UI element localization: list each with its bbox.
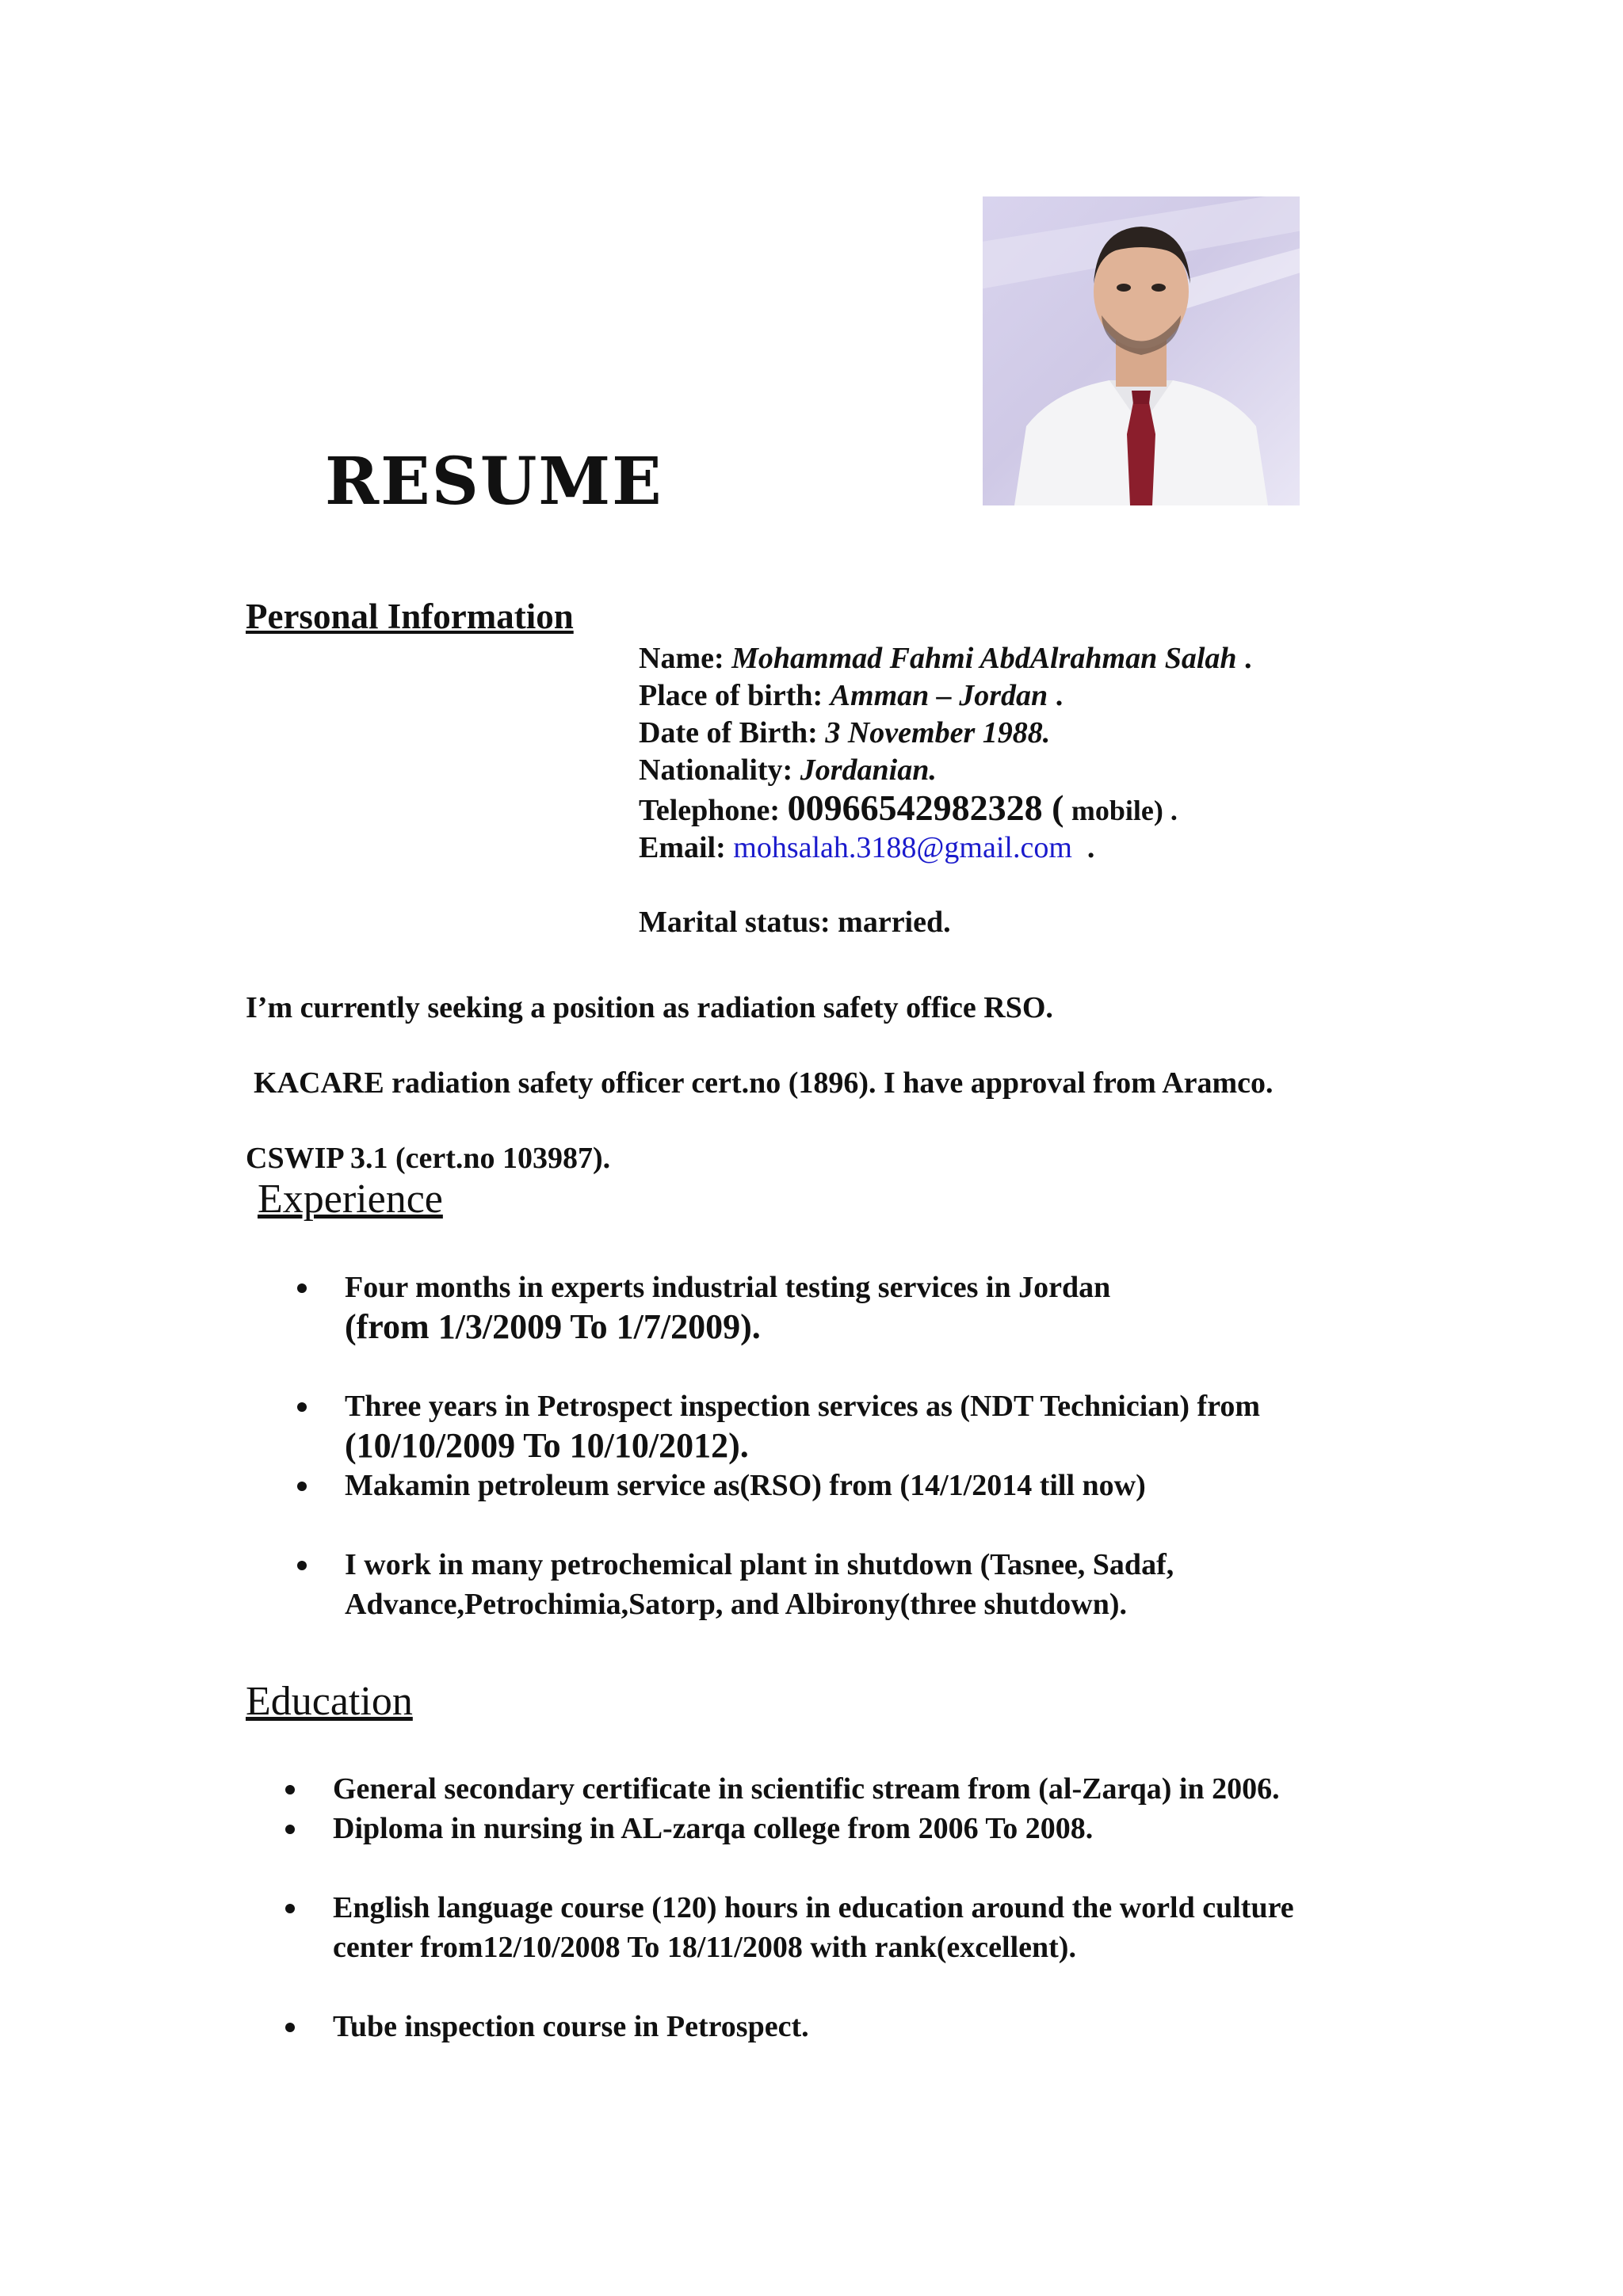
resume-title: RESUME: [325, 444, 663, 520]
nationality-value: Jordanian.: [800, 753, 937, 787]
list-item: Three years in Petrospect inspection services as (NDT Technician) from (10/10/2009 To 10/10/2012).: [345, 1386, 1454, 1466]
nationality-row: [639, 752, 1252, 789]
name-value: Mohammad Fahmi AbdAlrahman Salah: [731, 642, 1237, 675]
name-row: Name: Mohammad Fahmi AbdAlrahman Salah .: [639, 642, 1252, 675]
list-item: General secondary certificate in scientific stream from (al-Zarqa) in 2006.: [333, 1769, 1458, 1809]
telephone-label: Telephone:: [639, 794, 781, 827]
personal-info-heading: Personal Information: [246, 597, 574, 636]
birth-place-label: Place of birth: [639, 679, 813, 712]
dob-label: Date of Birth:: [639, 716, 818, 749]
list-item: Tube inspection course in Petrospect.: [333, 2007, 1458, 2046]
bullet-icon: [285, 1785, 295, 1794]
telephone-value: 00966542982328 (: [787, 788, 1064, 828]
list-item: I work in many petrochemical plant in shutdown (Tasnee, Sadaf, Advance,Petrochimia,Satorp, and Albirony(three shutdown).: [345, 1545, 1454, 1624]
telephone-row: [639, 789, 1252, 830]
personal-info-block: [639, 640, 1252, 941]
kacare-cert-text: KACARE radiation safety officer cert.no (1896). I have approval from Aramco.: [254, 1066, 1274, 1100]
education-heading: Education: [246, 1679, 413, 1724]
list-item: Makamin petroleum service as(RSO) from (14/1/2014 till now): [345, 1466, 1454, 1505]
birth-place-row: Place of birth: Amman – Jordan .: [639, 679, 1064, 712]
person-portrait: [983, 196, 1300, 505]
birth-place-value: Amman – Jordan: [830, 679, 1048, 712]
list-item: English language course (120) hours in education around the world culture center from12/10/2008 To 18/11/2008 with rank(excellent).: [333, 1888, 1458, 1967]
email-row: Email: mohsalah.3188@gmail.com .: [639, 831, 1095, 864]
email-link[interactable]: mohsalah.3188@gmail.com: [733, 831, 1072, 864]
bullet-icon: [285, 2023, 295, 2032]
objective-text: I’m currently seeking a position as radiation safety office RSO.: [246, 991, 1053, 1024]
bullet-icon: [297, 1561, 307, 1570]
dob-row: [639, 715, 1252, 752]
bullet-icon: [297, 1482, 307, 1491]
dob-value: 3 November 1988.: [825, 716, 1051, 749]
education-list: [333, 1769, 1458, 2046]
list-item: Diploma in nursing in AL-zarqa college from 2006 To 2008.: [333, 1809, 1458, 1848]
profile-photo: [983, 196, 1300, 505]
name-label: Name: [639, 642, 714, 675]
cswip-cert-text: CSWIP 3.1 (cert.no 103987).: [246, 1142, 611, 1175]
email-label: Email:: [639, 831, 726, 864]
bullet-icon: [297, 1283, 307, 1293]
list-item: Four months in experts industrial testing services in Jordan (from 1/3/2009 To 1/7/2009).: [345, 1268, 1454, 1347]
marital-status: Marital status: married.: [639, 906, 951, 939]
experience-heading: Experience: [258, 1177, 443, 1222]
bullet-icon: [285, 1825, 295, 1834]
telephone-suffix: mobile) .: [1071, 795, 1178, 826]
bullet-icon: [285, 1904, 295, 1913]
bullet-icon: [297, 1402, 307, 1412]
nationality-label: Nationality:: [639, 753, 793, 787]
experience-list: [345, 1268, 1454, 1624]
